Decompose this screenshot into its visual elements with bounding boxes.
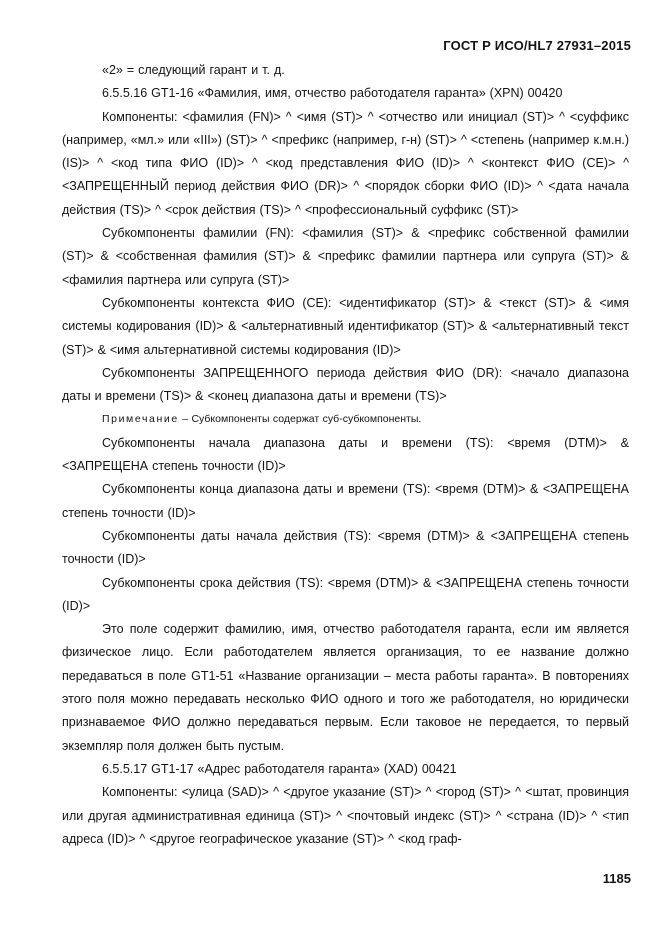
note: [62, 408, 629, 431]
section-heading-gt1-17: 6.5.5.17 GT1-17 «Адрес работодателя гаранта» (XAD) 00421: [102, 761, 457, 776]
paragraph-subcomponents-range-start: Субкомпоненты начала диапазона даты и времени (TS): <время (DTM)> & <ЗАПРЕЩЕНА степень точности (ID)>: [62, 435, 629, 474]
page-number: 1185: [602, 871, 631, 886]
paragraph-subcomponents-fn: Субкомпоненты фамилии (FN): <фамилия (ST)> & <префикс собственной фамилии (ST)> & <собственная фамилия (ST)> & <префикс фамилии партнера или супруга (ST)> & <фамилия партнера или супруга (ST)>: [62, 226, 629, 287]
paragraph-components-xad: Компоненты: <улица (SAD)> ^ <другое указание (ST)> ^ <город (ST)> ^ <штат, провинция или другая административная единица (ST)> ^ <почтовый индекс (ST)> ^ <страна (ID)> ^ <тип адреса (ID)> ^ <другое географическое указание (ST)> ^ <код граф-: [62, 785, 629, 846]
document-header: ГОСТ Р ИСО/HL7 27931–2015: [443, 38, 631, 53]
document-body: [62, 59, 629, 851]
section-heading-gt1-16: 6.5.5.16 GT1-16 «Фамилия, имя, отчество работодателя гаранта» (XPN) 00420: [102, 86, 563, 101]
paragraph-subcomponents-dr: Субкомпоненты ЗАПРЕЩЕННОГО периода действия ФИО (DR): <начало диапазона даты и времени (TS)> & <конец диапазона даты и времени (TS)>: [62, 365, 629, 404]
paragraph-subcomponents-ce: Субкомпоненты контекста ФИО (CE): <идентификатор (ST)> & <текст (ST)> & <имя системы кодирования (ID)> & <альтернативный идентификатор (ST)> & <альтернативный текст (ST)> & <имя альтернативной системы кодирования (ID)>: [62, 295, 629, 357]
paragraph-field-description: Это поле содержит фамилию, имя, отчество работодателя гаранта, если им является физическое лицо. Если работодателем является организация, то ее название должно передаваться в поле GT1-51 «Название организации – места работы гаранта». В повторениях этого поля можно передавать несколько ФИО одного и того же работодателя, но юридически признаваемое ФИО должно передаваться первым. Если таковое не передается, то первый экземпляр поля должен быть пустым.: [62, 622, 629, 753]
paragraph-components-xpn: Компоненты: <фамилия (FN)> ^ <имя (ST)> ^ <отчество или инициал (ST)> ^ <суффикс (например, «мл.» или «III») (ST)> ^ <префикс (например, г-н) (ST)> ^ <степень (например к.м.н.) (IS)> ^ <код типа ФИО (ID)> ^ <код представления ФИО (ID)> ^ <контекст ФИО (CE)> ^ <ЗАПРЕЩЕННЫЙ период действия ФИО (DR)> ^ <порядок сборки ФИО (ID)> ^ <дата начала действия (TS)> ^ <срок действия (TS)> ^ <профессиональный суффикс (ST)>: [62, 109, 629, 217]
note-label: Примечание: [102, 413, 179, 426]
paragraph-subcomponents-effective-date: Субкомпоненты даты начала действия (TS): <время (DTM)> & <ЗАПРЕЩЕНА степень точности (ID)>: [62, 528, 629, 567]
paragraph-guarantor-order: «2» = следующий гарант и т. д.: [102, 63, 285, 77]
paragraph-subcomponents-expiration: Субкомпоненты срока действия (TS): <время (DTM)> & <ЗАПРЕЩЕНА степень точности (ID)>: [62, 575, 629, 613]
paragraph-subcomponents-range-end: Субкомпоненты конца диапазона даты и времени (TS): <время (DTM)> & <ЗАПРЕЩЕНА степень точности (ID)>: [62, 482, 629, 520]
note-text: – Субкомпоненты содержат суб-субкомпоненты.: [178, 413, 422, 426]
